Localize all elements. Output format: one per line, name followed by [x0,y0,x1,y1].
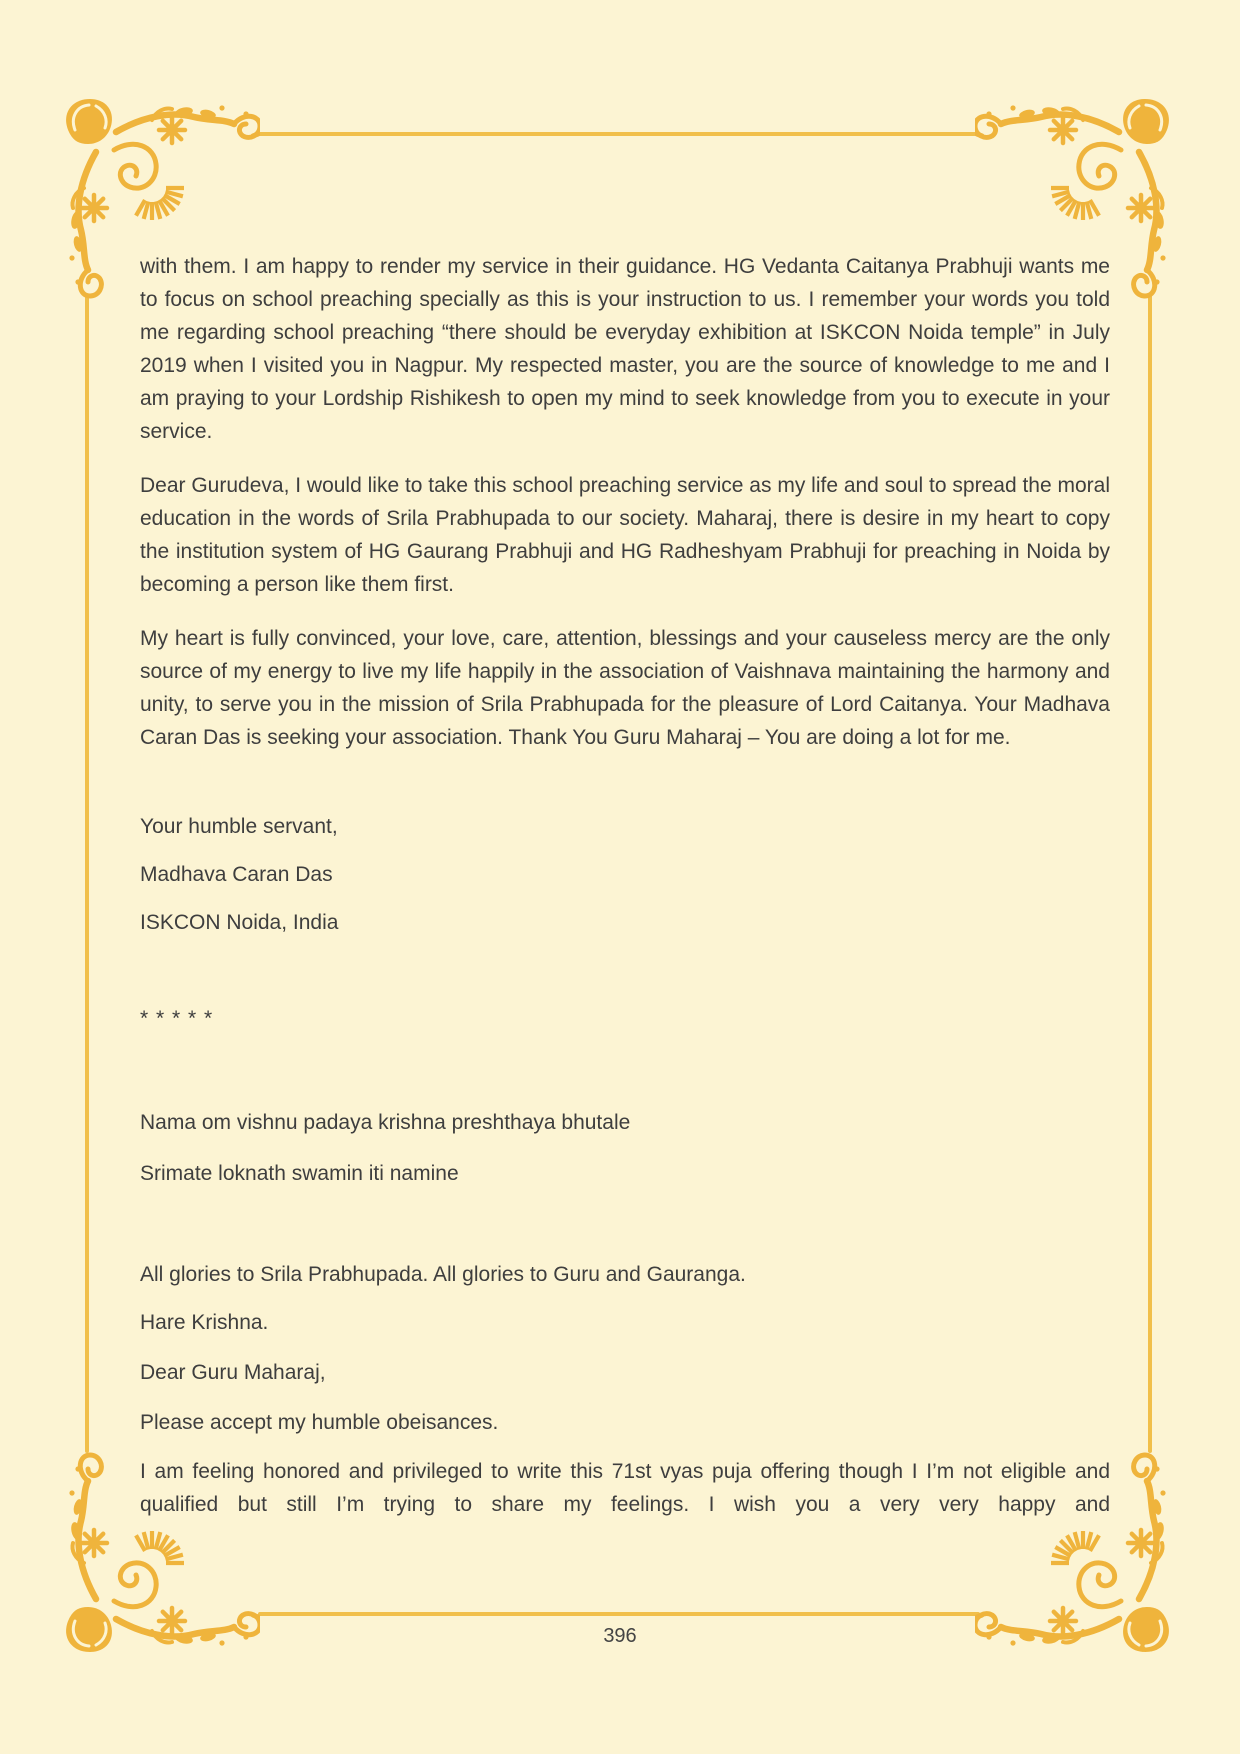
salutation-line: Dear Guru Maharaj, [140,1361,326,1384]
author-name: Madhava Caran Das [140,863,333,886]
border-line-right [1148,295,1152,1453]
invocation-line-1: Nama om vishnu padaya krishna preshthaya bhutale [140,1111,631,1134]
offering-opening-paragraph: I am feeling honored and privileged to write this 71st vyas puja offering though I I’m not eligible and qualified but still I’m trying to share my feelings. I wish you a very very happy and [140,1460,1110,1516]
invocation-line-2: Srimate loknath swamin iti namine [140,1162,459,1185]
obeisance-line: Please accept my humble obeisances. [140,1411,499,1434]
glorification-line: All glories to Srila Prabhupada. All glories to Guru and Gauranga. [140,1263,746,1286]
valediction: Your humble servant, [140,815,338,838]
page-number: 396 [603,1625,637,1647]
border-line-left [85,295,89,1453]
letter-paragraph-3: My heart is fully convinced, your love, care, attention, blessings and your causeless mercy are the only source of my energy to live my life happily in the association of Vaishnava maintaining the harmony and unity, to serve you in the mission of Srila Prabhupada for the pleasure of Lord Caitanya. Your Madhava Caran Das is seeking your association. Thank You Guru Maharaj – You are doing a lot for me. [140,627,1110,749]
letter-paragraph-2: Dear Gurudeva, I would like to take this school preaching service as my life and soul to spread the moral education in the words of Srila Prabhupada to our society. Maharaj, there is desire in my heart to copy the institution system of HG Gaurang Prabhuji and HG Radheshyam Prabhuji for preaching in Noida by becoming a person like them first. [140,474,1110,596]
author-location: ISKCON Noida, India [140,911,339,934]
greeting-line: Hare Krishna. [140,1311,269,1334]
letter-content [140,250,1110,1521]
border-line-bottom [258,1612,980,1616]
letter-paragraph-1: with them. I am happy to render my service in their guidance. HG Vedanta Caitanya Prabhuji wants me to focus on school preaching specially as this is your instruction to us. I remember your words you told me regarding school preaching “there should be everyday exhibition at ISKCON Noida temple” in July 2019 when I visited you in Nagpur. My respected master, you are the source of knowledge to me and I am praying to your Lordship Rishikesh to open my mind to seek knowledge from you to execute in your service. [140,255,1110,443]
border-line-top [258,132,980,136]
section-separator: * * * * * [140,1007,214,1030]
